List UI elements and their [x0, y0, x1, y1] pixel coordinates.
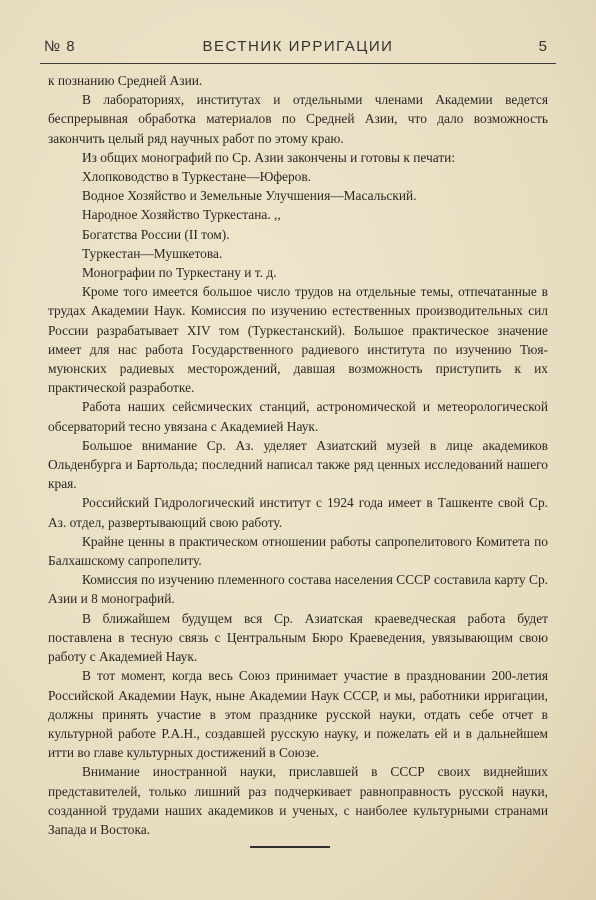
paragraph: Внимание иностранной науки, приславшей в СССР своих виднейших представителей, только лишний раз подчеркивает равноправность русской науки, созданной трудами наших академиков и ученых, с наиболее культурными странами Запада и Востока. [48, 764, 548, 837]
header-rule [40, 63, 556, 64]
list-item: Туркестан—Мушкетова. [82, 245, 223, 261]
list-item: Монографии по Туркестану и т. д. [82, 265, 277, 281]
list-item: Хлопководство в Туркестане—Юферов. [82, 169, 312, 185]
paragraph: Большое внимание Ср. Аз. уделяет Азиатский музей в лице академиков Ольденбурга и Бартольда; последний написал также ряд ценных исследований нашего края. [48, 437, 548, 492]
running-header [40, 38, 556, 62]
list-item: Богатства России (II том). [82, 226, 230, 242]
page-number: 5 [538, 38, 548, 55]
paragraph: В ближайшем будущем вся Ср. Азиатская краеведческая работа будет поставлена в тесную связь с Центральным Бюро Краеведения, увязывающим свою работу с Академией Наук. [48, 610, 548, 665]
paragraph: Работа наших сейсмических станций, астрономической и метеорологической обсерваторий тесно увязана с Академией Наук. [48, 399, 548, 434]
paragraph: к познанию Средней Азии. [48, 73, 203, 88]
paragraph: Крайне ценны в практическом отношении работы сапропелитового Комитета по Балхашскому сапропелиту. [48, 533, 548, 569]
issue-number: № 8 [44, 38, 76, 55]
article-body [48, 71, 548, 839]
paragraph: Из общих монографий по Ср. Азии закончены и готовы к печати: [82, 149, 456, 165]
paragraph: В тот момент, когда весь Союз принимает участие в праздновании 200-летия Российской Академии Наук, ныне Академии Наук СССР, и мы, работники ирригации, должны принять участие в этом празднике русской науки, отдать себе отчет в культурной работе Р.А.Н., создавшей русскую науку, и пожелать ей и в дальнейшем итти во главе культурных достижений в Союзе. [48, 668, 548, 761]
paragraph: В лабораториях, институтах и отдельными членами Академии ведется беспрерывная обработка материалов по Средней Азии, что дало возможность закончить целый ряд научных работ по этому краю. [48, 92, 548, 146]
list-item: Водное Хозяйство и Земельные Улучшения—Масальский. [82, 188, 417, 204]
list-item: Народное Хозяйство Туркестана. ,, [82, 207, 281, 223]
closing-rule [250, 846, 330, 848]
paragraph: Российский Гидрологический институт с 1924 года имеет в Ташкенте свой Ср. Аз. отдел, развертывающий свою работу. [48, 495, 548, 530]
paragraph: Комиссия по изучению племенного состава населения СССР составила карту Ср. Азии и 8 монографий. [48, 572, 548, 607]
paragraph: Кроме того имеется большое число трудов на отдельные темы, отпечатанные в трудах Академии Наук. Комиссия по изучению естественных производительных сил России разрабатывает XIV том (Туркестанский). Большое практическое значение имеет для нас работа Государственного радиевого института по изучению Тюя-муюнских радиевых месторождений, давшая возможность приступить к их практической разработке. [48, 284, 548, 396]
journal-title: ВЕСТНИК ИРРИГАЦИИ [202, 38, 394, 55]
